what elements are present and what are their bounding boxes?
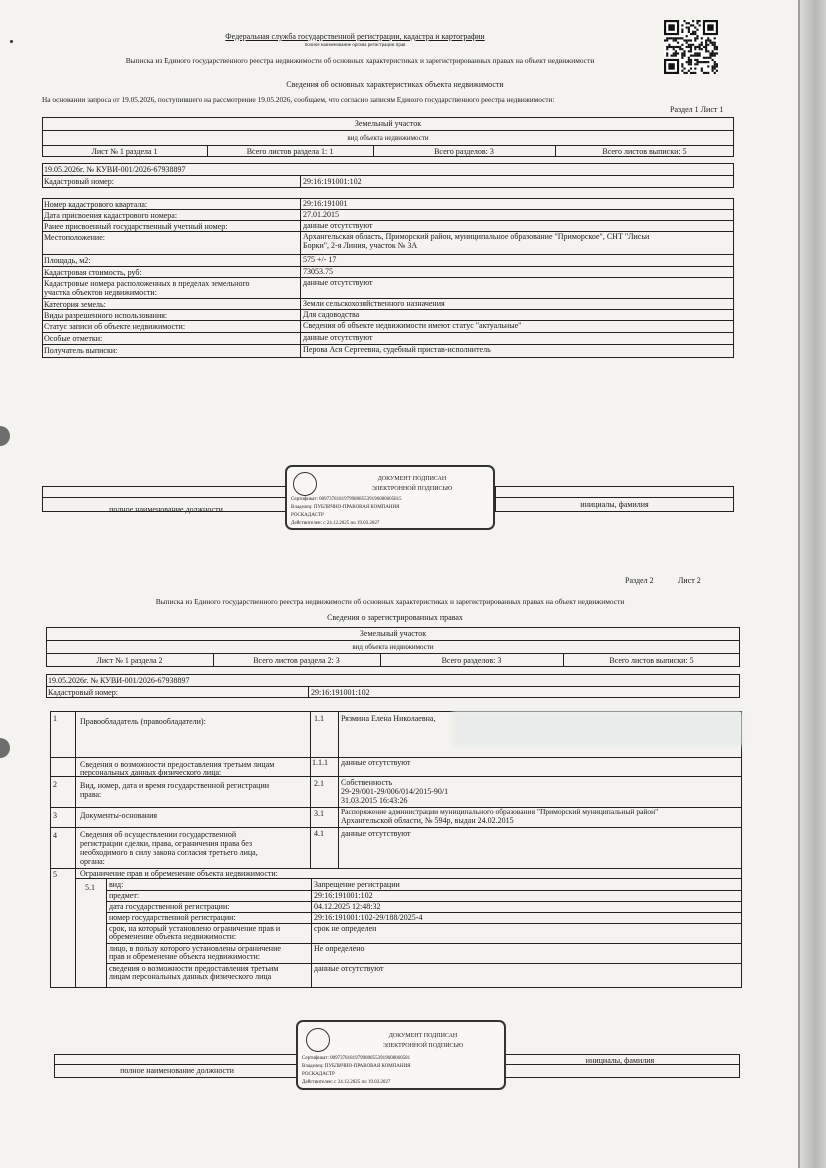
object-type-2: Земельный участок [359,629,427,638]
sections-count: Всего разделов: 3 [434,147,494,156]
scanner-edge-line [798,0,800,1168]
field-value: Борки", 2-я Линия, участок № 3А [303,241,418,250]
third-party-label: Сведения о возможности предоставления третьим лицам [80,760,275,769]
stamp-owner: Владелец: ПУБЛИЧНО-ПРАВОВАЯ КОМПАНИЯ [291,505,400,510]
field-label: Виды разрешенного использования: [44,311,168,320]
punch-hole [0,738,10,758]
qr-code-icon [664,20,718,74]
field-value: данные отсутствуют [303,333,373,342]
emblem-icon [306,1028,330,1052]
field-label: Получатель выписки: [44,346,118,355]
restriction-value: срок не определен [314,924,377,933]
restriction-label: предмет: [109,891,140,900]
restriction-value: 29:16:191001:102-29/188/2025-4 [314,913,423,922]
initials-caption-2: инициалы, фамилия [585,1056,655,1065]
field-label: Кадастровая стоимость, руб: [44,268,142,277]
request-intro: На основании запроса от 19.05.2026, поступившего на рассмотрение 19.05.2026, сообщаем, что согласно записям Единого государственного реестра недвижимости: [42,95,555,104]
redacted-area [452,711,742,747]
field-value: Земли сельскохозяйственного назначения [303,299,445,308]
field-label: Категория земель: [44,300,106,309]
sheets-in-section: Всего листов раздела 1: 1 [246,147,334,156]
field-label: участка объектов недвижимости: [44,288,157,297]
field-label: Площадь, м2: [44,256,91,265]
sheet-number-2: Лист № 1 раздела 2 [96,656,163,665]
sheet-number: Лист № 1 раздела 1 [91,147,158,156]
stamp-certificate-2: Сертификат: 00973781819799808553919608060581 [302,1056,411,1061]
object-type-caption: вид объекта недвижимости [347,134,429,142]
restriction-label: дата государственной регистрации: [109,902,230,911]
restriction-value: 04.12.2025 12:48:32 [314,902,381,911]
document-subtitle-2: Сведения о зарегистрированных правах [327,613,463,622]
stamp-certificate: Сертификат: 009737818197998085539196080605815 [291,497,402,502]
basis-document: Распоряжение администрации муниципального образования "Приморский муниципальный район" [341,807,659,816]
stamp-title: ДОКУМЕНТ ПОДПИСАН [377,476,447,482]
owner-sub-number: 1.1 [314,714,324,723]
restriction-value: 29:16:191001:102 [314,891,373,900]
stamp-owner-org-2: РОСКАДАСТР [302,1072,335,1077]
position-caption: полное наименование должности [109,505,223,514]
document-title-2: Выписка из Единого государственного реестра недвижимости об основных характеристиках и зарегистрированных правах на объект недвижимости [155,597,625,606]
row-number: 1 [53,714,57,723]
stamp-subtitle-2: ЭЛЕКТРОННОЙ ПОДПИСЬЮ [382,1043,464,1049]
sheets-in-section-2: Всего листов раздела 2: 3 [253,656,340,665]
scanner-edge [800,0,826,1168]
restrictions-label: Ограничение прав и обременение объекта недвижимости: [80,869,278,878]
restriction-label: обременение объекта недвижимости: [109,932,237,941]
scan-speck [10,40,13,43]
registration-label: Вид, номер, дата и время государственной регистрации [80,781,270,790]
restriction-label: сведения о возможности предоставления третьим [109,964,279,973]
consent-value: данные отсутствуют [341,829,411,838]
e-signature-stamp [285,465,495,530]
restriction-label: срок, на который установлено ограничение прав и [109,924,281,933]
field-value: данные отсутствуют [303,278,373,287]
basis-documents-label: Документы-основания [80,811,158,820]
field-label: Кадастровые номера расположенных в пределах земельного [44,279,250,288]
document-title: Выписка из Единого государственного реестра недвижимости об основных характеристиках и зарегистрированных правах на объект недвижимости [125,56,595,65]
restriction-value: данные отсутствуют [314,964,384,973]
restriction-sub-number: 5.1 [85,883,95,892]
document-subtitle: Сведения об основных характеристиках объекта недвижимости [286,80,504,89]
field-value: Для садоводства [303,310,360,319]
stamp-owner-2: Владелец: ПУБЛИЧНО-ПРАВОВАЯ КОМПАНИЯ [302,1064,411,1069]
sheet-ref: Лист 2 [678,576,701,585]
third-party-label-2: персональных данных физического лица: [80,768,222,777]
field-label: Особые отметки: [44,334,103,343]
field-value: данные отсутствуют [303,221,373,230]
restriction-label: номер государственной регистрации: [109,913,236,922]
object-type: Земельный участок [354,119,422,128]
field-value: 29:16:191001 [303,199,348,208]
stamp-title-2: ДОКУМЕНТ ПОДПИСАН [388,1033,458,1039]
section-ref: Раздел 2 [625,576,654,585]
basis-sub-number: 3.1 [314,809,324,818]
restriction-value: Запрещение регистрации [314,880,400,889]
field-label: Статус записи об объекте недвижимости: [44,322,186,331]
consent-label-2: регистрации сделки, права, ограничения права без [80,839,253,848]
agency-name: Федеральная служба государственной регистрации, кадастра и картографии [225,32,485,41]
section-sheet-ref: Раздел 1 Лист 1 [670,105,724,114]
row-number: 4 [53,831,57,840]
emblem-icon [293,472,317,496]
basis-document-2: Архангельской области, № 594р, выдан 24.02.2015 [341,816,514,825]
field-label: Ранее присвоенный государственный учетный номер: [44,222,228,231]
field-value: Сведения об объекте недвижимости имеют статус "актуальные" [303,321,522,330]
registration-datetime: 31.03.2015 16:43:26 [341,796,408,805]
cadastral-value: 29:16:191001:102 [303,177,362,186]
e-signature-stamp-2 [296,1020,506,1090]
registration-label-2: права: [80,790,102,799]
registration-type: Собственность [341,778,393,787]
owner-label: Правообладатель (правообладатели): [80,717,206,726]
punch-hole [0,426,10,446]
registration-sub-number: 2.1 [314,779,324,788]
field-value: 73053.75 [303,267,333,276]
stamp-validity-2: Действителен: с 24.12.2025 по 19.03.2027 [302,1080,391,1085]
restriction-value: Не определено [314,944,365,953]
restriction-label: лицам персональных данных физического лица [109,972,272,981]
third-party-sub-number: 1.1.1 [312,758,328,767]
sheets-total-2: Всего листов выписки: 5 [609,656,694,665]
object-type-caption-2: вид объекта недвижимости [352,643,434,651]
field-value: Перова Ася Сергеевна, судебный пристав-исполнитель [303,345,491,354]
consent-sub-number: 4.1 [314,829,324,838]
field-value: 27.01.2015 [303,210,339,219]
document-number: 19.05.2026г. № КУВИ-001/2026-67938897 [44,165,186,174]
row-number: 2 [53,780,57,789]
consent-label: Сведения об осуществлении государственной [80,830,237,839]
field-label: Номер кадастрового квартала: [44,200,148,209]
cadastral-label-2: Кадастровый номер: [48,688,118,697]
sheets-total: Всего листов выписки: 5 [602,147,687,156]
field-value: 575 +/- 17 [303,255,337,264]
document-number-2: 19.05.2026г. № КУВИ-001/2026-67938897 [48,676,190,685]
stamp-validity: Действителен: с 24.12.2025 по 19.03.2027 [291,521,380,526]
stamp-owner-org: РОСКАДАСТР [291,513,324,518]
owner-name: Рязмина Елена Николаевна, [341,714,436,723]
field-value: Архангельская область, Приморский район, муниципальное образование "Приморское", СНТ "Лисьи [303,232,650,241]
position-caption-2: полное наименование должности [120,1066,234,1075]
restriction-label: прав и обременение объекта недвижимости: [109,952,261,961]
restriction-label: лицо, в пользу которого установлены ограничение [109,944,281,953]
registration-number: 29-29/001-29/006/014/2015-90/1 [341,787,449,796]
cadastral-value-2: 29:16:191001:102 [311,688,370,697]
field-label: Местоположение: [44,233,105,242]
cadastral-label: Кадастровый номер: [44,177,114,186]
initials-caption: инициалы, фамилия [580,500,649,509]
consent-label-3: необходимого в силу закона согласия третьего лица, [80,848,258,857]
sections-count-2: Всего разделов: 3 [441,656,502,665]
third-party-value: данные отсутствуют [341,758,411,767]
agency-caption: полное наименование органа регистрации прав [304,43,406,48]
row-number: 3 [53,811,57,820]
field-label: Дата присвоения кадастрового номера: [44,211,178,220]
stamp-subtitle: ЭЛЕКТРОННОЙ ПОДПИСЬЮ [371,486,453,492]
restriction-label: вид: [109,880,124,889]
row-number: 5 [53,870,57,879]
consent-label-4: органа: [80,857,105,866]
